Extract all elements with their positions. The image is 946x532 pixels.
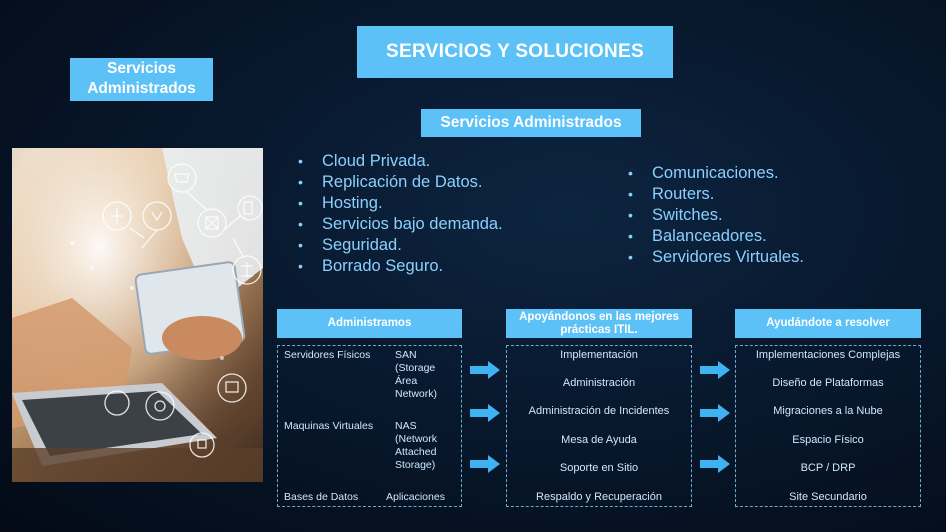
servidores-fisicos: Servidores Físicos [284,349,371,361]
nas-item: NAS (Network Attached Storage) [395,420,438,471]
list-item: Diseño de Plataformas [772,377,884,389]
resolver-header: Ayudándote a resolver [735,309,921,338]
list-item: • Replicación de Datos. [298,172,503,193]
services-list-right [628,163,804,268]
resolver-box [735,345,921,507]
list-item: • Comunicaciones. [628,163,804,184]
list-item: • Balanceadores. [628,226,804,247]
arrow-right-icon [470,404,500,422]
list-item: • Seguridad. [298,235,503,256]
list-item: BCP / DRP [800,462,856,474]
main-title: SERVICIOS Y SOLUCIONES [357,26,673,78]
list-item: • Switches. [628,205,804,226]
list-item: Mesa de Ayuda [561,434,637,446]
list-item: Soporte en Sitio [559,462,639,474]
administramos-header: Administramos [277,309,462,338]
hero-photo-illustration [12,148,263,482]
administramos-box [277,345,462,507]
list-item: Respaldo y Recuperación [536,491,662,503]
list-item: • Servidores Virtuales. [628,247,804,268]
itil-box [506,345,692,507]
section-subtitle: Servicios Administrados [421,109,641,137]
arrow-right-icon [470,455,500,473]
bases-de-datos: Bases de Datos [284,491,359,503]
arrow-right-icon [700,404,730,422]
services-list-left [298,151,503,277]
list-item: • Borrado Seguro. [298,256,503,277]
arrow-right-icon [700,361,730,379]
arrow-right-icon [700,455,730,473]
hero-photo [12,148,263,482]
list-item: Espacio Físico [792,434,864,446]
list-item: Implementaciones Complejas [755,349,901,361]
arrow-right-icon [470,361,500,379]
itil-header: Apoyándonos en las mejores prácticas ITIL. [506,309,692,338]
aplicaciones: Aplicaciones [386,491,445,503]
maquinas-virtuales: Maquinas Virtuales [284,420,374,432]
list-item: • Hosting. [298,193,503,214]
list-item: Administración [562,377,636,389]
list-item: Administración de Incidentes [528,405,670,417]
list-item: Site Secundario [789,491,867,503]
list-item: • Routers. [628,184,804,205]
list-item: • Servicios bajo demanda. [298,214,503,235]
list-item: • Cloud Privada. [298,151,503,172]
san-item: SAN (Storage Área Network) [395,349,438,400]
side-label: Servicios Administrados [70,58,213,101]
list-item: Implementación [560,349,638,361]
list-item: Migraciones a la Nube [773,405,883,417]
